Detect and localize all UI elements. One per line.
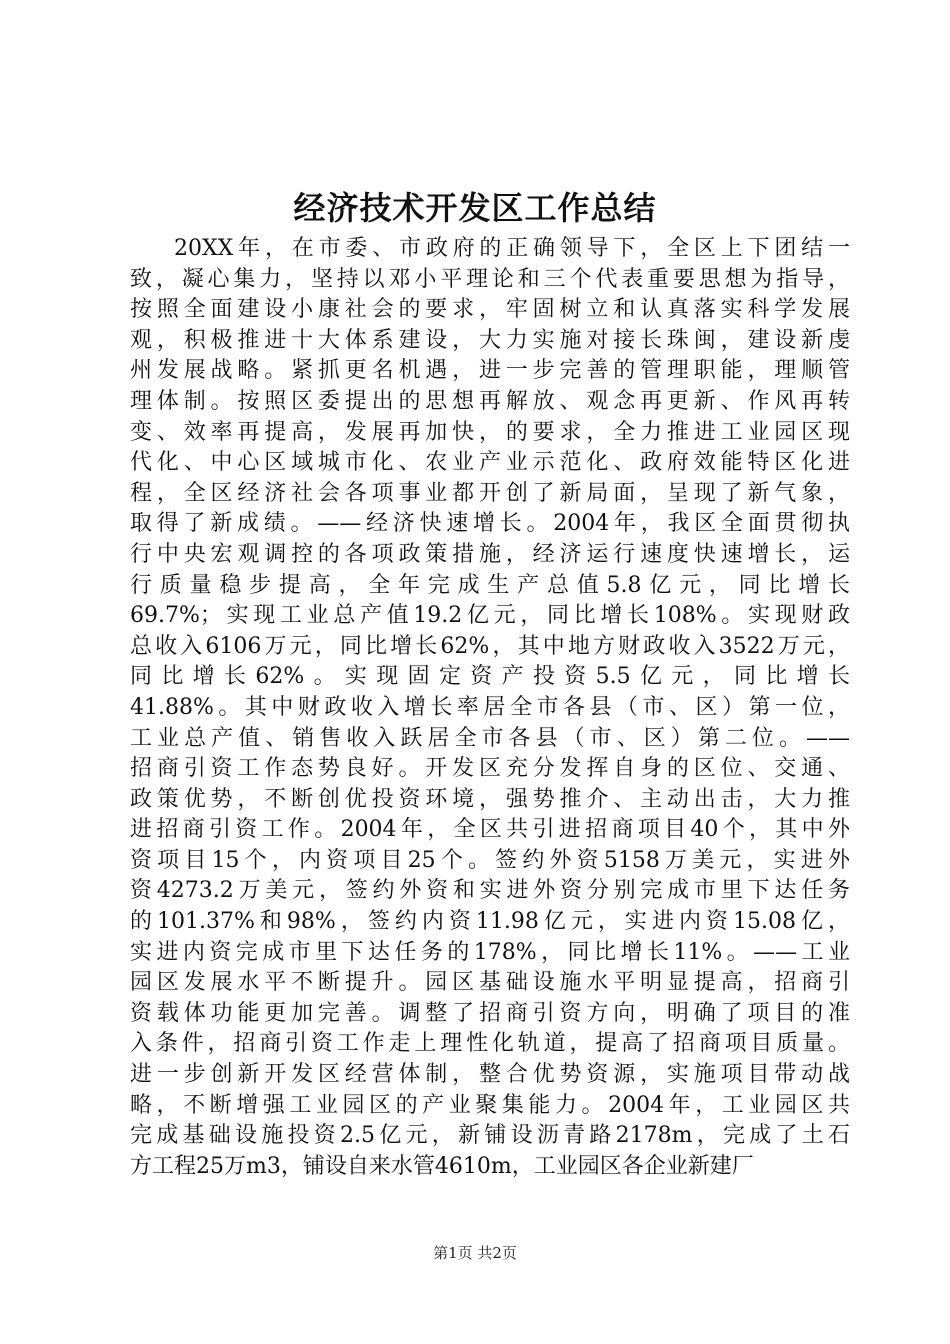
body-line: 入条件，招商引资工作走上理性化轨道，提高了招商项目质量。 bbox=[130, 1031, 850, 1057]
body-line: 完成基础设施投资2.5亿元，新铺设沥青路2178m，完成了土石 bbox=[130, 1123, 850, 1149]
body-line: 理体制。按照区委提出的思想再解放、观念再更新、作风再转 bbox=[130, 388, 850, 414]
body-line: 实进内资完成市里下达任务的178%，同比增长11%。——工业 bbox=[130, 939, 850, 965]
body-line: 同比增长62%。实现固定资产投资5.5亿元，同比增长 bbox=[130, 664, 850, 690]
body-line: 41.88%。其中财政收入增长率居全市各县（市、区）第一位， bbox=[130, 694, 850, 720]
body-line: 69.7%；实现工业总产值19.2亿元，同比增长108%。实现财政 bbox=[130, 603, 850, 629]
body-line: 资载体功能更加完善。调整了招商引资方向，明确了项目的准 bbox=[130, 1000, 850, 1026]
body-line: 资4273.2万美元，签约外资和实进外资分别完成市里下达任务 bbox=[130, 878, 850, 904]
body-line: 的101.37%和98%，签约内资11.98亿元，实进内资15.08亿， bbox=[130, 909, 850, 935]
body-line: 变、效率再提高，发展再加快，的要求，全力推进工业园区现 bbox=[130, 419, 850, 445]
body-line: 略，不断增强工业园区的产业聚集能力。2004年，工业园区共 bbox=[130, 1092, 850, 1118]
body-line: 代化、中心区域城市化、农业产业示范化、政府效能特区化进 bbox=[130, 450, 850, 476]
body-line: 资项目15个，内资项目25个。签约外资5158万美元，实进外 bbox=[130, 847, 850, 873]
body-line: 州发展战略。紧抓更名机遇，进一步完善的管理职能，理顺管 bbox=[130, 358, 850, 384]
body-line: 园区发展水平不断提升。园区基础设施水平明显提高，招商引 bbox=[130, 970, 850, 996]
body-line: 20XX年，在市委、市政府的正确领导下，全区上下团结一 bbox=[174, 236, 850, 261]
body-line: 取得了新成绩。——经济快速增长。2004年，我区全面贯彻执 bbox=[130, 511, 850, 537]
body-line: 行中央宏观调控的各项政策措施，经济运行速度快速增长，运 bbox=[130, 541, 850, 567]
page-footer: 第1页 共2页 bbox=[433, 1244, 517, 1262]
body-line: 行质量稳步提高，全年完成生产总值5.8亿元，同比增长 bbox=[130, 572, 850, 598]
body-line: 按照全面建设小康社会的要求，牢固树立和认真落实科学发展 bbox=[130, 297, 850, 323]
body-line: 方工程25万m3，铺设自来水管4610m，工业园区各企业新建厂 bbox=[130, 1153, 754, 1179]
body-line: 进招商引资工作。2004年，全区共引进招商项目40个，其中外 bbox=[130, 817, 850, 843]
body-line: 总收入6106万元，同比增长62%，其中地方财政收入3522万元， bbox=[130, 633, 850, 659]
document-body bbox=[130, 234, 850, 1182]
body-line: 招商引资工作态势良好。开发区充分发挥自身的区位、交通、 bbox=[130, 756, 850, 782]
body-line: 致，凝心集力，坚持以邓小平理论和三个代表重要思想为指导， bbox=[130, 266, 850, 292]
body-line: 进一步创新开发区经营体制，整合优势资源，实施项目带动战 bbox=[130, 1062, 850, 1088]
body-line: 观，积极推进十大体系建设，大力实施对接长珠闽，建设新虔 bbox=[130, 327, 850, 353]
body-line: 工业总产值、销售收入跃居全市各县（市、区）第二位。—— bbox=[130, 725, 850, 751]
body-line: 程，全区经济社会各项事业都开创了新局面，呈现了新气象， bbox=[130, 480, 850, 506]
body-line: 政策优势，不断创优投资环境，强势推介、主动出击，大力推 bbox=[130, 786, 850, 812]
document-title: 经济技术开发区工作总结 bbox=[293, 189, 657, 227]
